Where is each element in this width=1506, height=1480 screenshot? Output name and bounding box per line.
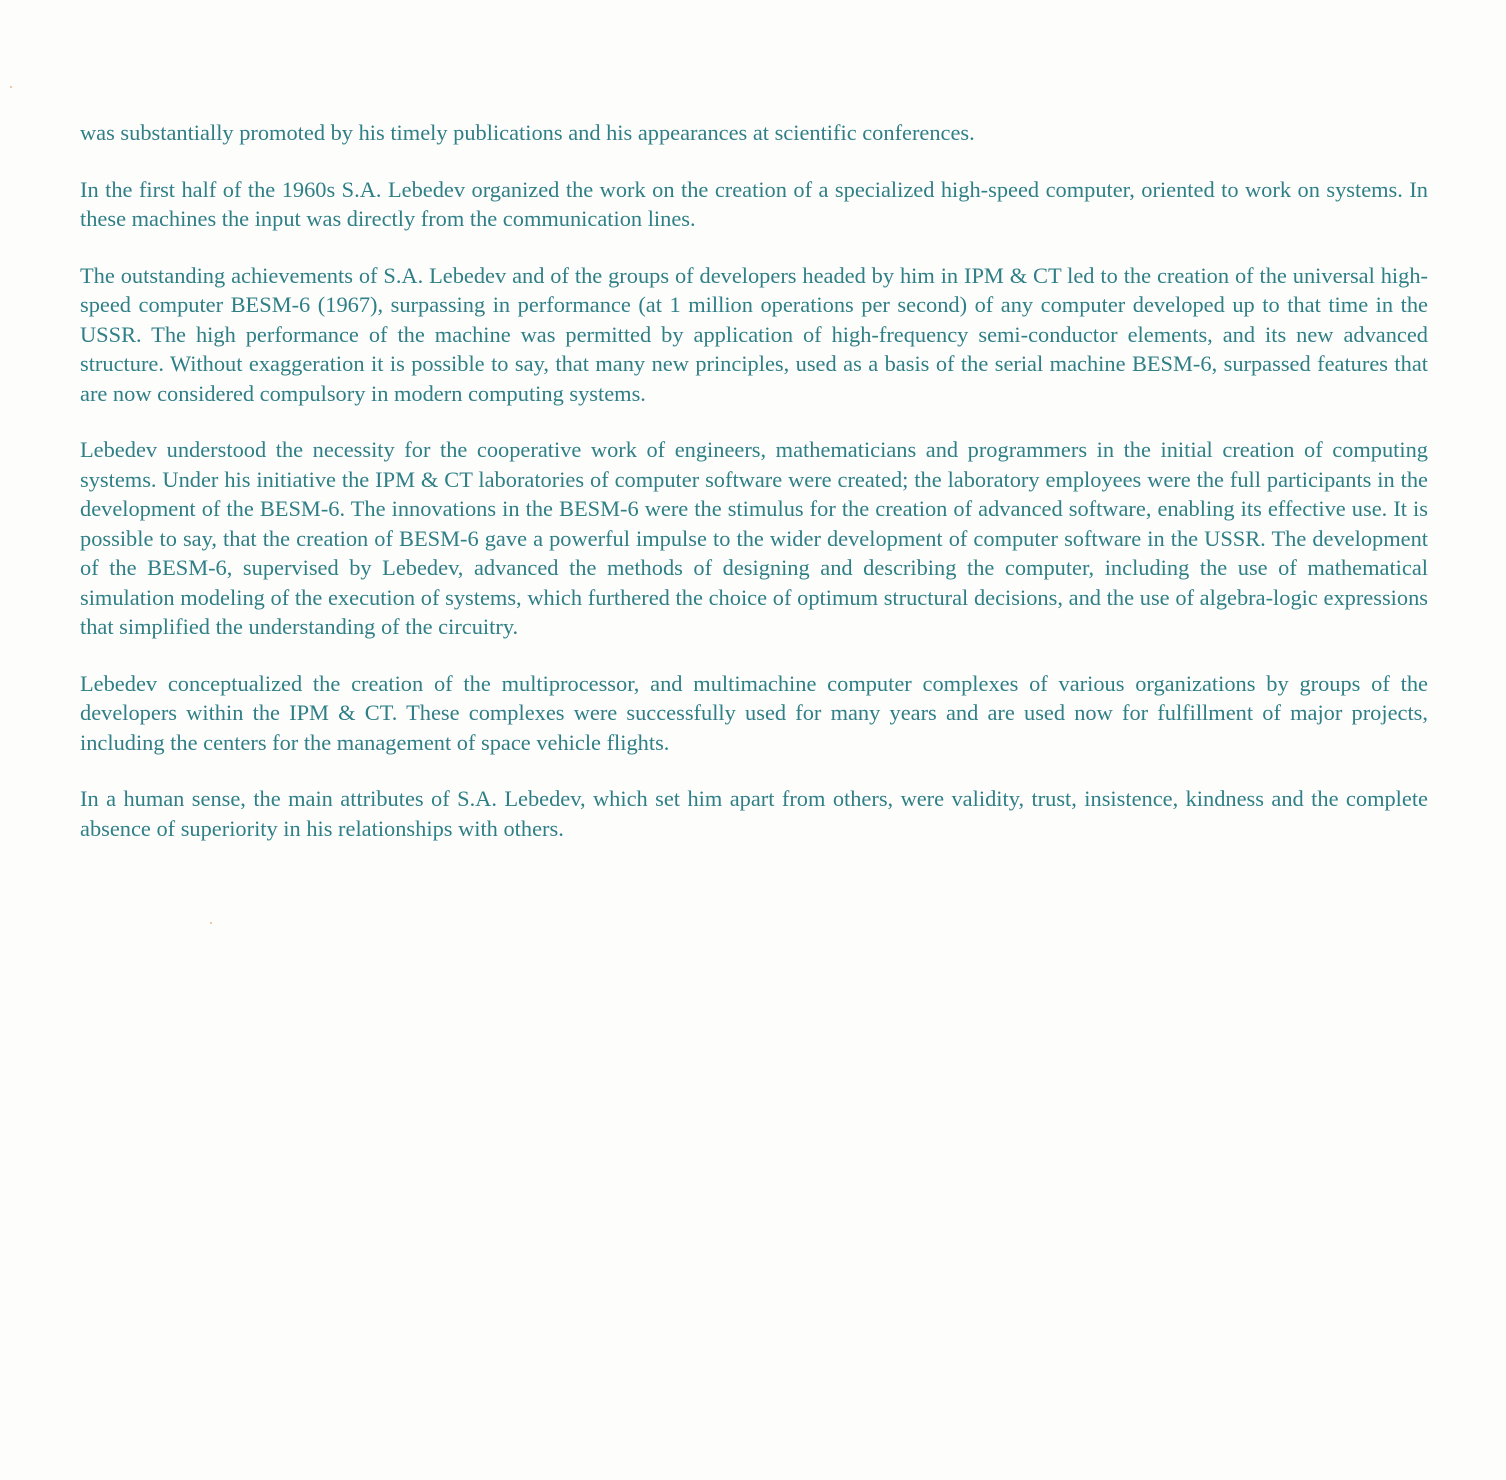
document-body: [80, 118, 1428, 870]
paragraph-5: Lebedev conceptualized the creation of the multiprocessor, and multimachine computer complexes of various organizations by groups of the developers within the IPM & CT. These complexes were successfully used for many years and are used now for fulfillment of major projects, including the centers for the management of space vehicle flights.: [80, 670, 1428, 755]
paper-speck: [210, 922, 212, 924]
paragraph-1: was substantially promoted by his timely publications and his appearances at scientific conferences.: [80, 120, 975, 145]
paragraph-3: The outstanding achievements of S.A. Lebedev and of the groups of developers headed by him in IPM & CT led to the creation of the universal high-speed computer BESM-6 (1967), surpassing in performance (at 1 million operations per second) of any computer developed up to that time in the USSR. The high performance of the machine was permitted by application of high-frequency semi-conductor elements, and its new advanced structure. Without exaggeration it is possible to say, that many new principles, used as a basis of the serial machine BESM-6, surpassed features that are now considered compulsory in modern computing systems.: [80, 262, 1428, 406]
paragraph-4: Lebedev understood the necessity for the cooperative work of engineers, mathematicians and programmers in the initial creation of computing systems. Under his initiative the IPM & CT laboratories of computer software were created; the laboratory employees were the full participants in the development of the BESM-6. The innovations in the BESM-6 were the stimulus for the creation of advanced software, enabling its effective use. It is possible to say, that the creation of BESM-6 gave a powerful impulse to the wider development of computer software in the USSR. The development of the BESM-6, supervised by Lebedev, advanced the methods of designing and describing the computer, including the use of mathematical simulation modeling of the execution of systems, which furthered the choice of optimum structural decisions, and the use of algebra-logic expressions that simplified the understanding of the circuitry.: [80, 437, 1428, 639]
paragraph-2: In the first half of the 1960s S.A. Lebedev organized the work on the creation of a specialized high-speed computer, oriented to work on systems. In these machines the input was directly from the communication lines.: [80, 176, 1428, 231]
paragraph-6: In a human sense, the main attributes of S.A. Lebedev, which set him apart from others, were validity, trust, insistence, kindness and the complete absence of superiority in his relationships with others.: [80, 786, 1428, 841]
paper-speck: [10, 86, 12, 88]
